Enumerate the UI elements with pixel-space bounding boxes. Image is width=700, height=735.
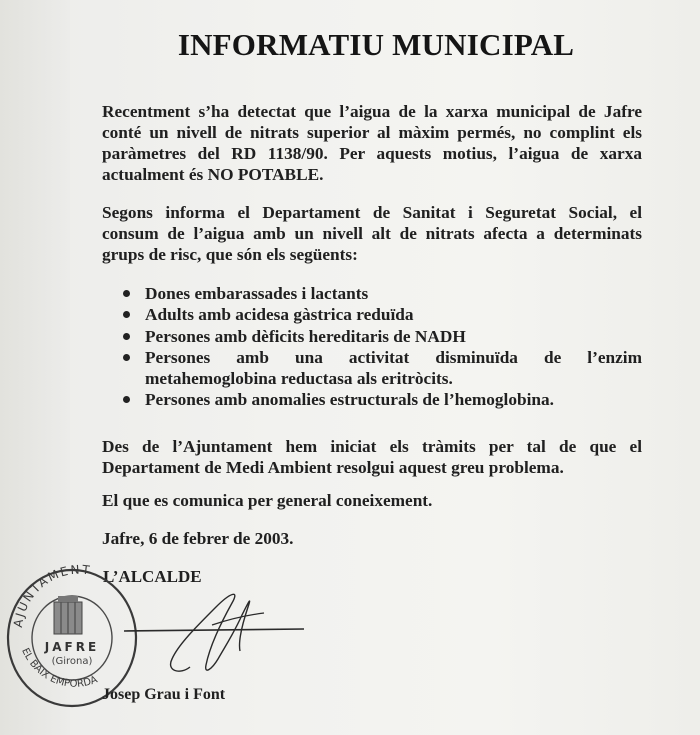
paragraph-closing <box>102 490 642 511</box>
paragraph-line: grups de risc, que són els següents: <box>102 245 358 264</box>
bullet-icon <box>123 311 130 318</box>
mayor-signature <box>120 585 310 685</box>
paragraph-line: consum de l’aigua amb un nivell alt de nitrats afecta a determinats <box>102 224 642 243</box>
paragraph-line: actualment és NO POTABLE. <box>102 165 324 184</box>
stamp-town: JAFRE <box>44 640 100 654</box>
stamp-top-text: AJUNTAMENT <box>10 562 93 629</box>
list-item-text: metahemoglobina reductasa als eritròcits. <box>145 369 453 389</box>
signer-name: Josep Grau i Font <box>102 686 226 703</box>
list-item <box>120 347 642 390</box>
list-item-text: Persones amb una activitat disminuïda de l’enzim <box>145 347 642 367</box>
paragraph-health-department <box>102 202 642 265</box>
bullet-icon <box>123 396 130 403</box>
list-item-text: Persones amb dèficits hereditaris de NADH <box>145 326 466 346</box>
stamp-province: (Girona) <box>51 656 93 667</box>
notice-title: INFORMATIU MUNICIPAL <box>177 27 575 62</box>
list-item-text: Persones amb anomalies estructurals de l’hemoglobina. <box>145 390 554 410</box>
list-item <box>120 304 642 325</box>
list-item <box>120 326 642 347</box>
list-item-text: Adults amb acidesa gàstrica reduïda <box>145 305 414 325</box>
paragraph-nitrate-detection <box>102 101 642 185</box>
coat-of-arms-icon <box>54 596 82 634</box>
paragraph-line: Segons informa el Departament de Sanitat i Seguretat Social, el <box>102 203 642 222</box>
paragraph-line: Departament de Medi Ambient resolgui aquest greu problema. <box>102 458 564 477</box>
paragraph-line: Recentment s’ha detectat que l’aigua de la xarxa municipal de Jafre <box>102 102 642 121</box>
paragraph-town-hall-action <box>102 436 642 478</box>
list-item-text: Dones embarassades i lactants <box>145 284 369 303</box>
bullet-icon <box>123 333 130 340</box>
bullet-icon <box>123 290 130 297</box>
list-item <box>120 283 642 304</box>
paragraph-line: El que es comunica per general coneixement. <box>102 491 433 510</box>
paragraph-line: Des de l’Ajuntament hem iniciat els tràmits per tal de que el <box>102 437 642 456</box>
risk-groups-list <box>120 283 642 411</box>
bullet-icon <box>123 354 130 361</box>
signature-title: L’ALCALDE <box>103 567 202 586</box>
paragraph-line: paràmetres del RD 1138/90. Per aquests motius, l’aigua de xarxa <box>102 144 642 163</box>
stamp-bottom-text: EL BAIX EMPORDÀ <box>19 646 100 690</box>
place-date <box>102 528 642 549</box>
place-date-text: Jafre, 6 de febrer de 2003. <box>102 529 294 548</box>
list-item <box>120 389 642 410</box>
paragraph-line: conté un nivell de nitrats superior al màxim permés, no complint els <box>102 123 642 142</box>
